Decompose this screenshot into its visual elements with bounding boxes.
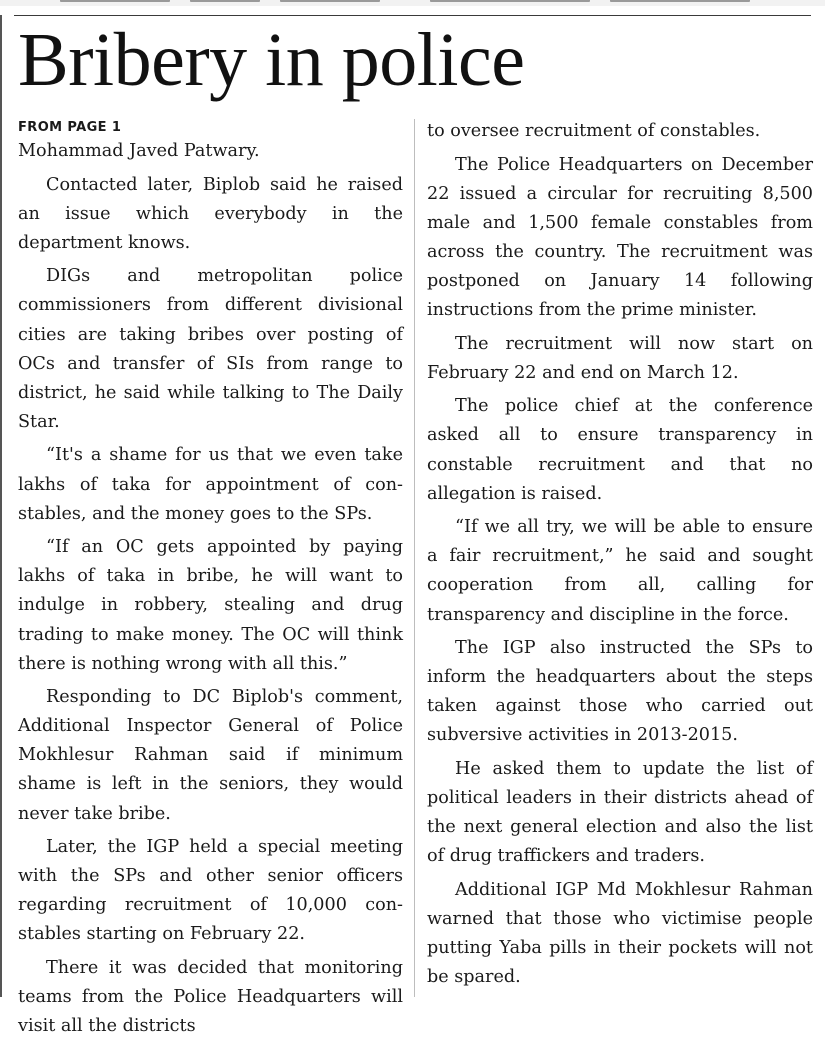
continuation-kicker: FROM PAGE 1 xyxy=(18,120,122,135)
cropped-previous-article-strip xyxy=(0,0,825,6)
paragraph: to oversee recruitment of constables. xyxy=(427,121,761,141)
paragraph: DIGs and metropolitan police commissioners from different divisional cities are taking bribes over posting of OCs and transfer of SIs from range to district, he said while talking to The Daily Star. xyxy=(18,266,403,432)
paragraph: Responding to DC Biplob's comment, Additional Inspector General of Police Mokhlesur Rahman said if minimum shame is left in the seniors, they would never take bribe. xyxy=(18,687,403,824)
paragraph: The Police Headquarters on December 22 issued a circular for recruiting 8,500 male and 1,500 female constables from across the country. The recruitment was postponed on January 14 following instructions from the prime minister. xyxy=(427,154,813,321)
paragraph: There it was decided that monitoring teams from the Police Headquarters will visit all the districts xyxy=(18,958,403,1037)
article-headline: Bribery in police xyxy=(18,18,525,102)
paragraph: The recruitment will now start on February 22 and end on March 12. xyxy=(427,333,813,383)
article-column-right xyxy=(427,117,813,997)
paragraph: He asked them to update the list of political leaders in their districts ahead of the next general election and also the list of drug traffickers and traders. xyxy=(427,758,813,867)
paragraph: The police chief at the conference asked all to ensure transparency in constable recruitment and that no allegation is raised. xyxy=(427,396,813,504)
paragraph: Later, the IGP held a special meeting with the SPs and other senior officers regarding recruitment of 10,000 constables starting on February 22. xyxy=(18,837,403,945)
paragraph: Additional IGP Md Mokhlesur Rahman warned that those who victimise people putting Yaba pills in their pockets will not be spared. xyxy=(427,879,813,988)
paragraph: The IGP also instructed the SPs to inform the headquarters about the steps taken against those who carried out subversive activities in 2013-2015. xyxy=(427,638,813,746)
left-edge-border xyxy=(0,15,6,997)
article-column-left xyxy=(18,119,403,1046)
column-divider xyxy=(414,119,415,997)
paragraph: “If we all try, we will be able to ensure a fair recruitment,” he said and sought cooperation from all, calling for transparency and discipline in the force. xyxy=(427,517,813,625)
paragraph: “If an OC gets appointed by paying lakhs of taka in bribe, he will want to indulge in robbery, stealing and drug trading to make money. The OC will think there is nothing wrong with all this.” xyxy=(18,537,403,674)
paragraph: “It's a shame for us that we even take lakhs of taka for appointment of constables, and the money goes to the SPs. xyxy=(18,445,403,524)
top-rule-divider xyxy=(14,15,811,16)
paragraph: Mohammad Javed Patwary. xyxy=(18,141,260,161)
paragraph: Contacted later, Biplob said he raised an issue which everybody in the department knows. xyxy=(18,174,403,253)
